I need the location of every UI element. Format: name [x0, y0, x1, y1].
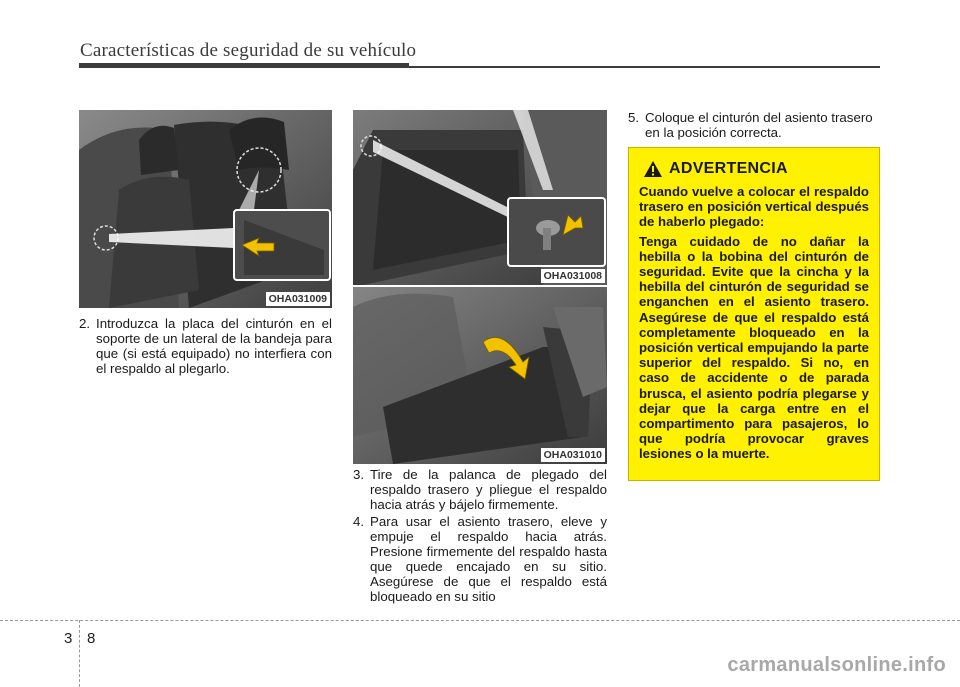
warning-box [628, 147, 880, 481]
footer-dashed-line [0, 620, 960, 621]
section-number: 3 [64, 630, 73, 647]
figure-folded-seatback [353, 287, 607, 464]
header-rule-thick [79, 63, 409, 68]
warning-triangle-icon [643, 160, 663, 178]
step-5 [628, 110, 880, 140]
page-header-title: Características de seguridad de su vehículo [80, 40, 417, 61]
step-text: Tire de la palanca de plegado del respaldo trasero y pliegue el respaldo hacia atrás y bájelo firmemente. [370, 467, 607, 512]
footer-dashed-divider [79, 620, 80, 687]
figure-seatbelt-holder [79, 110, 332, 308]
warning-body: Tenga cuidado de no dañar la hebilla o la bobina del cinturón de seguridad. Evite que la cincha y la hebilla del cinturón de seguridad se enganchen en el asiento trasero. Asegúrese de que el respaldo está completamente bloqueado en la posición vertical empujando la parte superior del respaldo. Si no, en caso de accidente o de parada brusca, el asiento podría plegarse y dejar que la carga entre en el compartimento para pasajeros, lo que podría provocar graves lesiones o la muerte. [639, 233, 869, 462]
figure-fold-lever [353, 110, 607, 285]
step-text: Coloque el cinturón del asiento trasero en la posición correcta. [645, 110, 873, 140]
step-number: 5. [628, 110, 640, 125]
watermark-text: carmanualsonline.info [727, 654, 946, 676]
warning-intro: Cuando vuelve a colocar el respaldo trasero en posición vertical después de haberlo plegado: [639, 184, 869, 230]
step-number: 4. [353, 514, 365, 529]
seat-illustration-1 [79, 110, 332, 308]
page-number: 8 [87, 630, 96, 647]
step-number: 2. [79, 316, 91, 331]
step-4 [353, 514, 607, 604]
figure-code-label: OHA031008 [541, 269, 605, 283]
step-text: Para usar el asiento trasero, eleve y empuje el respaldo hacia atrás. Presione firmemente del respaldo hasta que quede encajado en su sitio. Asegúrese de que el respaldo está bloqueado en su sitio [370, 514, 607, 604]
figure-code-label: OHA031010 [541, 448, 605, 462]
header-rule-thin [409, 66, 880, 68]
seat-illustration-2 [353, 110, 607, 285]
warning-title: ADVERTENCIA [669, 160, 788, 177]
seat-illustration-3 [353, 287, 607, 464]
step-number: 3. [353, 467, 365, 482]
step-3 [353, 467, 607, 512]
warning-header [643, 160, 869, 178]
step-2 [79, 316, 332, 376]
figure-code-label: OHA031009 [266, 292, 330, 306]
step-text: Introduzca la placa del cinturón en el soporte de un lateral de la bandeja para que (si está equipado) no interfiera con el respaldo al plegarlo. [96, 316, 332, 376]
